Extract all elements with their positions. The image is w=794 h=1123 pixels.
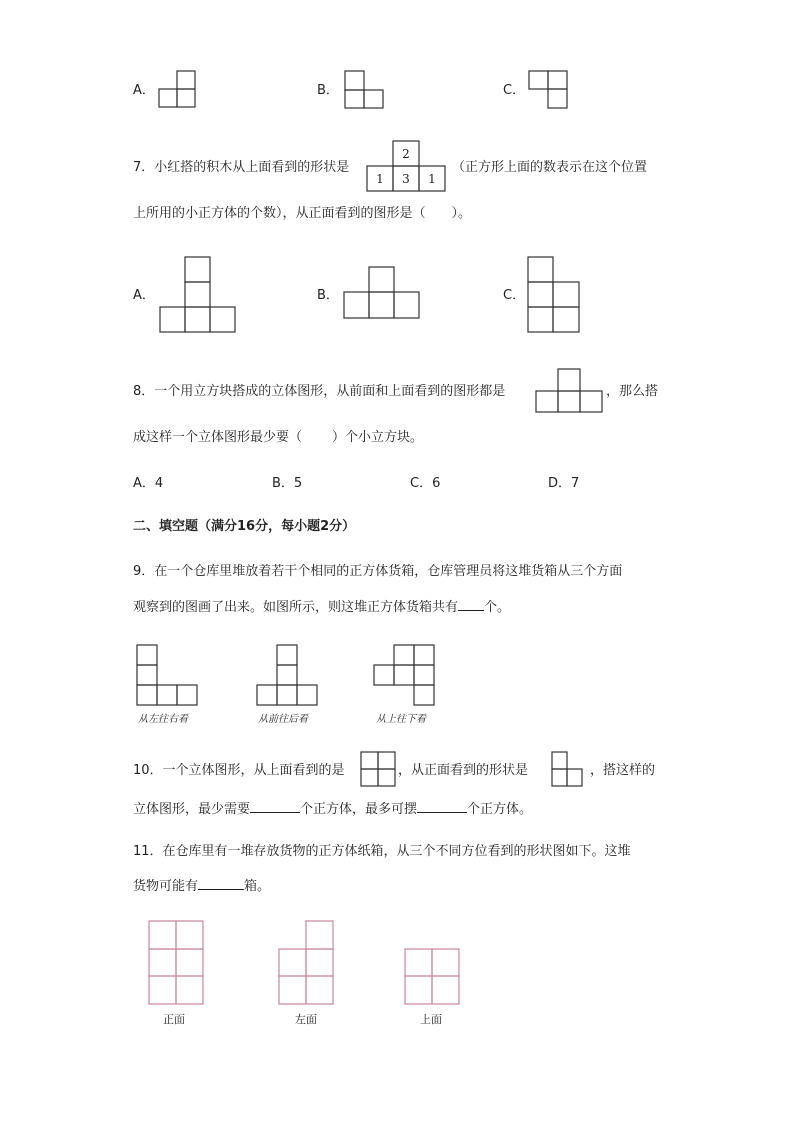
q9-line2 xyxy=(133,596,510,617)
q6-option-b-label: B． xyxy=(317,83,339,98)
q11-front-view xyxy=(147,919,207,1007)
q11-line2-after: 箱。 xyxy=(244,879,271,894)
q7-grid-number-left: 1 xyxy=(376,172,384,186)
q7-grid-number-right: 1 xyxy=(428,172,436,186)
q9-line2-after: 个。 xyxy=(484,600,511,615)
q7-text-after: （正方形上面的数表示在这个位置 xyxy=(452,160,648,175)
q8-view-figure xyxy=(535,367,605,415)
q6-option-a-label: A． xyxy=(133,83,155,98)
q10-line2 xyxy=(133,798,532,819)
q9-caption-left: 从左往右看 xyxy=(138,714,188,725)
q11-line1: 11．在仓库里有一堆存放货物的正方体纸箱，从三个不同方位看到的形状图如下。这堆 xyxy=(133,844,631,859)
q7-option-c-figure xyxy=(527,256,583,336)
q10-text1: 10．一个立体图形，从上面看到的是 xyxy=(133,763,345,778)
q10-line2-after: 个正方体。 xyxy=(467,802,533,817)
q7-grid-number-top: 2 xyxy=(402,147,410,161)
q11-caption-left: 左面 xyxy=(295,1013,317,1026)
q7-grid-number-middle: 3 xyxy=(402,172,410,186)
q9-line2-before: 观察到的图画了出来。如图所示，则这堆正方体货箱共有 xyxy=(133,600,459,615)
q10-line2-before: 立体图形，最少需要 xyxy=(133,802,251,817)
q10-text3: ，搭这样的 xyxy=(590,763,656,778)
section2-title: 二、填空题（满分16分，每小题2分） xyxy=(133,519,356,534)
q8-text-after: ，那么搭 xyxy=(606,384,659,399)
q8-option-b: B．5 xyxy=(272,476,303,491)
q7-line2: 上所用的小正方体的个数），从正面看到的图形是（ ）。 xyxy=(133,206,472,221)
q8-text-before: 8．一个用立方块搭成的立体图形，从前面和上面看到的图形都是 xyxy=(133,384,506,399)
q7-text-before: 7．小红搭的积木从上面看到的形状是 xyxy=(133,160,350,175)
q9-caption-front: 从前往后看 xyxy=(258,714,308,725)
q8-option-d: D．7 xyxy=(548,476,580,491)
q7-option-c-label: C． xyxy=(503,288,526,303)
q9-front-view xyxy=(254,643,324,729)
q11-answer-blank[interactable] xyxy=(198,875,244,890)
q11-caption-top: 上面 xyxy=(420,1013,442,1026)
q8-line2-before: 成这样一个立体图形最少要（ xyxy=(133,430,303,445)
q8-option-c: C．6 xyxy=(410,476,441,491)
q11-left-view xyxy=(277,919,337,1007)
q6-option-a-figure xyxy=(158,70,198,110)
q11-caption-front: 正面 xyxy=(163,1013,185,1026)
q7-option-b-label: B． xyxy=(317,288,339,303)
q10-front-view-figure xyxy=(550,750,586,790)
q9-line1: 9．在一个仓库里堆放着若干个相同的正方体货箱，仓库管理员将这堆货箱从三个方面 xyxy=(133,564,623,579)
q9-top-view xyxy=(372,643,442,729)
q10-top-view-figure xyxy=(359,750,399,790)
q10-min-blank[interactable] xyxy=(250,798,300,813)
q10-max-blank[interactable] xyxy=(417,798,467,813)
q11-line2-before: 货物可能有 xyxy=(133,879,199,894)
q11-top-view xyxy=(403,947,463,1007)
q6-option-b-figure xyxy=(344,70,386,110)
q8-option-a: A．4 xyxy=(133,476,164,491)
q7-top-view-grid xyxy=(366,140,448,194)
q7-option-a-label: A． xyxy=(133,288,155,303)
q8-line2 xyxy=(133,429,423,447)
q10-line2-mid: 个正方体，最多可摆 xyxy=(300,802,418,817)
q7-option-b-figure xyxy=(343,266,423,322)
q6-option-c-figure xyxy=(528,70,570,110)
q11-line2 xyxy=(133,875,270,896)
q9-answer-blank[interactable] xyxy=(458,596,484,611)
q8-line2-after: ）个小立方块。 xyxy=(332,430,424,445)
q7-option-a-figure xyxy=(158,256,238,336)
q6-option-c-label: C． xyxy=(503,83,526,98)
q10-text2: ，从正面看到的形状是 xyxy=(398,763,529,778)
q9-left-view xyxy=(134,643,204,729)
q9-caption-top: 从上往下看 xyxy=(376,714,426,725)
